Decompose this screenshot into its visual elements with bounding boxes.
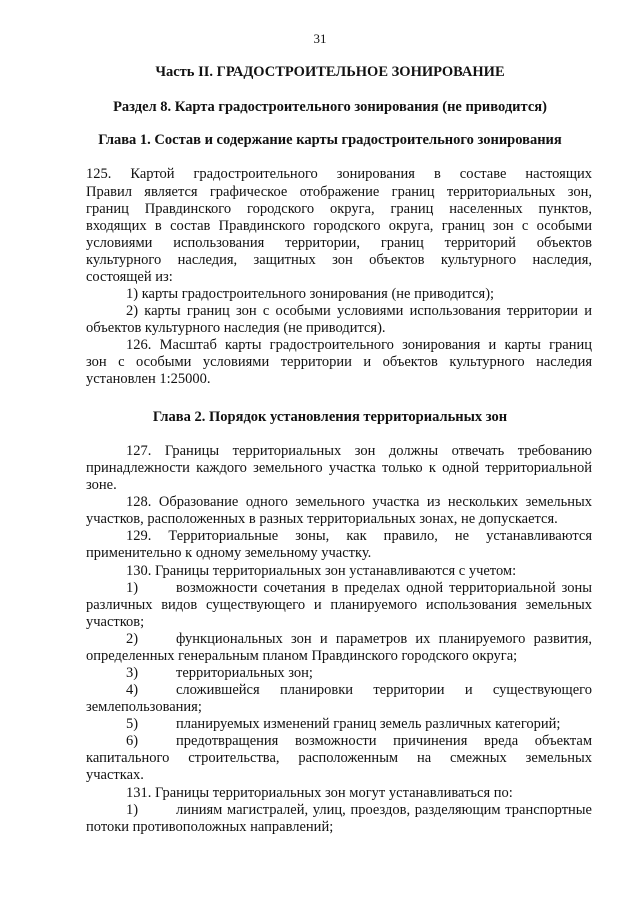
- p130-item-4-num: 4): [126, 682, 139, 698]
- p130-item-2-line-1: функциональных зон и параметров их планируемого развития,: [176, 631, 592, 647]
- p125-item-2-line-1: 2) карты границ зон с особыми условиями использования территории и: [126, 303, 592, 319]
- p125-line-3: границ Правдинского городского округа, границ населенных пунктов,: [86, 201, 592, 217]
- p130-item-1-line-3: участков;: [86, 614, 145, 630]
- p127-line-3: зоне.: [86, 477, 117, 493]
- p125-item-2-line-2: объектов культурного наследия (не приводится).: [86, 320, 386, 336]
- section-heading: Раздел 8. Карта градостроительного зонирования (не приводится): [113, 99, 547, 115]
- p130-item-1-num: 1): [126, 580, 139, 596]
- p130-item-1-line-1: возможности сочетания в пределах одной территориальной зоны: [176, 580, 592, 596]
- p130-item-3-num: 3): [126, 665, 139, 681]
- p131-item-1-num: 1): [126, 802, 139, 818]
- p130-item-4-line-1: сложившейся планировки территории и существующего: [176, 682, 592, 698]
- p130-item-5-num: 5): [126, 716, 139, 732]
- p125-line-2: Правил является графическое отображение границ территориальных зон,: [86, 184, 592, 200]
- p130-item-1-line-2: различных видов существующего и планируемого использования земельных: [86, 597, 592, 613]
- p130-item-6-num: 6): [126, 733, 139, 749]
- p130-item-2-num: 2): [126, 631, 139, 647]
- p125-line-1: 125. Картой градостроительного зонирования в составе настоящих: [86, 166, 592, 182]
- p126-line-1: 126. Масштаб карты градостроительного зонирования и карты границ: [126, 337, 592, 353]
- page-number: 31: [313, 31, 327, 46]
- p130-item-5-line-1: планируемых изменений границ земель различных категорий;: [176, 716, 561, 732]
- p130-item-6-line-1: предотвращения возможности причинения вреда объектам: [176, 733, 592, 749]
- p130-item-6-line-3: участках.: [86, 767, 144, 783]
- p131-line-1: 131. Границы территориальных зон могут устанавливаться по:: [126, 785, 513, 801]
- chapter-1-heading: Глава 1. Состав и содержание карты градостроительного зонирования: [98, 132, 562, 148]
- p131-item-1-line-1: линиям магистралей, улиц, проездов, разделяющим транспортные: [176, 802, 592, 818]
- p127-line-1: 127. Границы территориальных зон должны отвечать требованию: [126, 443, 592, 459]
- p129-line-2: применительно к одному земельному участку.: [86, 545, 372, 561]
- p129-line-1: 129. Территориальные зоны, как правило, не устанавливаются: [126, 528, 592, 544]
- p126-line-3: установлен 1:25000.: [86, 371, 211, 387]
- p127-line-2: принадлежности каждого земельного участка только к одной территориальной: [86, 460, 592, 476]
- p130-item-4-line-2: землепользования;: [86, 699, 202, 715]
- p125-line-5: условиями использования территории, границ территорий объектов: [86, 235, 592, 251]
- p126-line-2: зон с особыми условиями территории и объектов культурного наследия: [86, 354, 592, 370]
- p125-line-7: состоящей из:: [86, 269, 173, 285]
- p130-item-6-line-2: капитального строительства, расположенным на смежных земельных: [86, 750, 592, 766]
- p128-line-1: 128. Образование одного земельного участка из нескольких земельных: [126, 494, 592, 510]
- p125-item-1: 1) карты градостроительного зонирования (не приводится);: [126, 286, 495, 302]
- part-heading: Часть II. ГРАДОСТРОИТЕЛЬНОЕ ЗОНИРОВАНИЕ: [155, 64, 505, 80]
- p130-item-2-line-2: определенных генеральным планом Правдинского городского округа;: [86, 648, 518, 664]
- p130-line-1: 130. Границы территориальных зон устанавливаются с учетом:: [126, 563, 517, 579]
- chapter-2-heading: Глава 2. Порядок установления территориальных зон: [152, 409, 508, 425]
- p125-line-4: входящих в состав Правдинского городского округа, границ зон с особыми: [86, 218, 592, 234]
- p125-line-6: культурного наследия, защитных зон объектов культурного наследия,: [86, 252, 592, 268]
- p128-line-2: участков, расположенных в разных территориальных зонах, не допускается.: [86, 511, 558, 527]
- p131-item-1-line-2: потоки противоположных направлений;: [86, 819, 334, 835]
- p130-item-3-line-1: территориальных зон;: [176, 665, 313, 681]
